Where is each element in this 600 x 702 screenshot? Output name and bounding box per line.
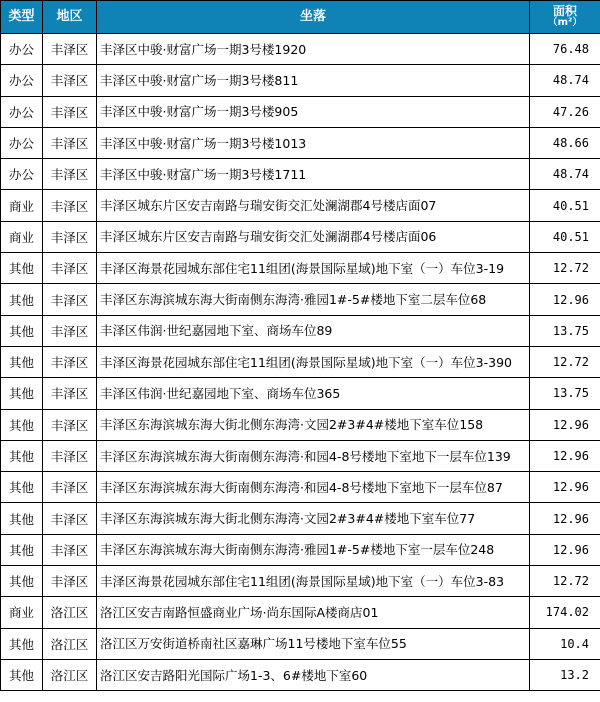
cell-size: 47.26 [530, 96, 600, 127]
cell-area: 丰泽区 [43, 472, 97, 503]
header-size-label: 面积 [552, 4, 577, 18]
cell-area: 丰泽区 [43, 253, 97, 284]
table-row [1, 597, 600, 628]
cell-area: 丰泽区 [43, 315, 97, 346]
cell-location: 丰泽区中骏·财富广场一期3号楼905 [97, 96, 530, 127]
table-row [1, 96, 600, 127]
cell-location: 丰泽区海景花园城东部住宅11组团(海景国际星域)地下室（一）车位3-19 [97, 253, 530, 284]
table-row [1, 659, 600, 690]
cell-area: 丰泽区 [43, 534, 97, 565]
cell-type: 商业 [1, 221, 43, 252]
cell-area: 丰泽区 [43, 566, 97, 597]
header-location: 坐落 [97, 1, 530, 34]
table-row [1, 127, 600, 158]
cell-location: 丰泽区中骏·财富广场一期3号楼1920 [97, 34, 530, 65]
cell-location: 丰泽区中骏·财富广场一期3号楼811 [97, 65, 530, 96]
cell-location: 丰泽区东海滨城东海大街南侧东海湾·和园4-8号楼地下室地下一层车位139 [97, 440, 530, 471]
cell-size: 40.51 [530, 221, 600, 252]
cell-type: 其他 [1, 378, 43, 409]
cell-area: 丰泽区 [43, 34, 97, 65]
header-row [1, 1, 600, 34]
cell-area: 丰泽区 [43, 378, 97, 409]
cell-location: 丰泽区中骏·财富广场一期3号楼1711 [97, 159, 530, 190]
cell-size: 48.66 [530, 127, 600, 158]
table-row [1, 284, 600, 315]
cell-size: 12.72 [530, 253, 600, 284]
cell-type: 其他 [1, 346, 43, 377]
cell-type: 其他 [1, 284, 43, 315]
table-row [1, 628, 600, 659]
cell-area: 洛江区 [43, 628, 97, 659]
cell-type: 其他 [1, 628, 43, 659]
cell-area: 丰泽区 [43, 221, 97, 252]
table-row [1, 190, 600, 221]
cell-type: 其他 [1, 534, 43, 565]
cell-area: 丰泽区 [43, 96, 97, 127]
header-size [530, 1, 600, 34]
cell-area: 丰泽区 [43, 159, 97, 190]
cell-location: 丰泽区中骏·财富广场一期3号楼1013 [97, 127, 530, 158]
table-row [1, 346, 600, 377]
cell-size: 12.96 [530, 284, 600, 315]
table-row [1, 440, 600, 471]
table-row [1, 65, 600, 96]
cell-size: 12.72 [530, 566, 600, 597]
cell-location: 丰泽区东海滨城东海大街南侧东海湾·雅园1#-5#楼地下室一层车位248 [97, 534, 530, 565]
cell-size: 12.96 [530, 440, 600, 471]
cell-area: 丰泽区 [43, 284, 97, 315]
cell-area: 丰泽区 [43, 440, 97, 471]
cell-size: 48.74 [530, 65, 600, 96]
cell-type: 办公 [1, 65, 43, 96]
table-row [1, 221, 600, 252]
table-row [1, 378, 600, 409]
cell-type: 商业 [1, 597, 43, 628]
table-row [1, 159, 600, 190]
cell-location: 丰泽区海景花园城东部住宅11组团(海景国际星域)地下室（一）车位3-390 [97, 346, 530, 377]
cell-size: 13.2 [530, 659, 600, 690]
header-size-unit: （m²） [547, 17, 583, 28]
cell-type: 其他 [1, 503, 43, 534]
table-body [1, 34, 600, 691]
cell-size: 12.96 [530, 472, 600, 503]
cell-size: 12.72 [530, 346, 600, 377]
cell-location: 洛江区万安街道桥南社区嘉琳广场11号楼地下室车位55 [97, 628, 530, 659]
cell-area: 丰泽区 [43, 127, 97, 158]
cell-type: 商业 [1, 190, 43, 221]
cell-location: 丰泽区城东片区安吉南路与瑞安街交汇处澜湖郡4号楼店面06 [97, 221, 530, 252]
cell-area: 丰泽区 [43, 346, 97, 377]
cell-size: 10.4 [530, 628, 600, 659]
cell-area: 丰泽区 [43, 190, 97, 221]
cell-location: 洛江区安吉南路恒盛商业广场·尚东国际A楼商店01 [97, 597, 530, 628]
cell-type: 其他 [1, 440, 43, 471]
cell-area: 洛江区 [43, 597, 97, 628]
cell-size: 12.96 [530, 409, 600, 440]
cell-size: 174.02 [530, 597, 600, 628]
cell-type: 其他 [1, 472, 43, 503]
table-row [1, 503, 600, 534]
table-header [1, 1, 600, 34]
cell-area: 洛江区 [43, 659, 97, 690]
cell-location: 丰泽区东海滨城东海大街北侧东海湾·文园2#3#4#楼地下室车位77 [97, 503, 530, 534]
cell-type: 办公 [1, 96, 43, 127]
header-type: 类型 [1, 1, 43, 34]
table-row [1, 472, 600, 503]
cell-area: 丰泽区 [43, 503, 97, 534]
cell-location: 丰泽区东海滨城东海大街南侧东海湾·和园4-8号楼地下室地下一层车位87 [97, 472, 530, 503]
cell-location: 丰泽区东海滨城东海大街北侧东海湾·文园2#3#4#楼地下室车位158 [97, 409, 530, 440]
cell-location: 丰泽区伟润·世纪嘉园地下室、商场车位365 [97, 378, 530, 409]
cell-type: 办公 [1, 34, 43, 65]
cell-location: 丰泽区伟润·世纪嘉园地下室、商场车位89 [97, 315, 530, 346]
table-row [1, 534, 600, 565]
cell-location: 洛江区安吉路阳光国际广场1-3、6#楼地下室60 [97, 659, 530, 690]
cell-type: 其他 [1, 409, 43, 440]
cell-location: 丰泽区东海滨城东海大街南侧东海湾·雅园1#-5#楼地下室二层车位68 [97, 284, 530, 315]
cell-type: 其他 [1, 566, 43, 597]
cell-size: 12.96 [530, 534, 600, 565]
cell-type: 办公 [1, 159, 43, 190]
table-row [1, 253, 600, 284]
header-area: 地区 [43, 1, 97, 34]
cell-size: 48.74 [530, 159, 600, 190]
cell-type: 办公 [1, 127, 43, 158]
table-row [1, 566, 600, 597]
cell-area: 丰泽区 [43, 65, 97, 96]
cell-location: 丰泽区城东片区安吉南路与瑞安街交汇处澜湖郡4号楼店面07 [97, 190, 530, 221]
cell-size: 40.51 [530, 190, 600, 221]
cell-size: 76.48 [530, 34, 600, 65]
table-row [1, 315, 600, 346]
cell-size: 13.75 [530, 315, 600, 346]
cell-size: 12.96 [530, 503, 600, 534]
cell-area: 丰泽区 [43, 409, 97, 440]
cell-type: 其他 [1, 659, 43, 690]
cell-size: 13.75 [530, 378, 600, 409]
cell-type: 其他 [1, 315, 43, 346]
table-row [1, 34, 600, 65]
cell-location: 丰泽区海景花园城东部住宅11组团(海景国际星域)地下室（一）车位3-83 [97, 566, 530, 597]
table-row [1, 409, 600, 440]
cell-type: 其他 [1, 253, 43, 284]
